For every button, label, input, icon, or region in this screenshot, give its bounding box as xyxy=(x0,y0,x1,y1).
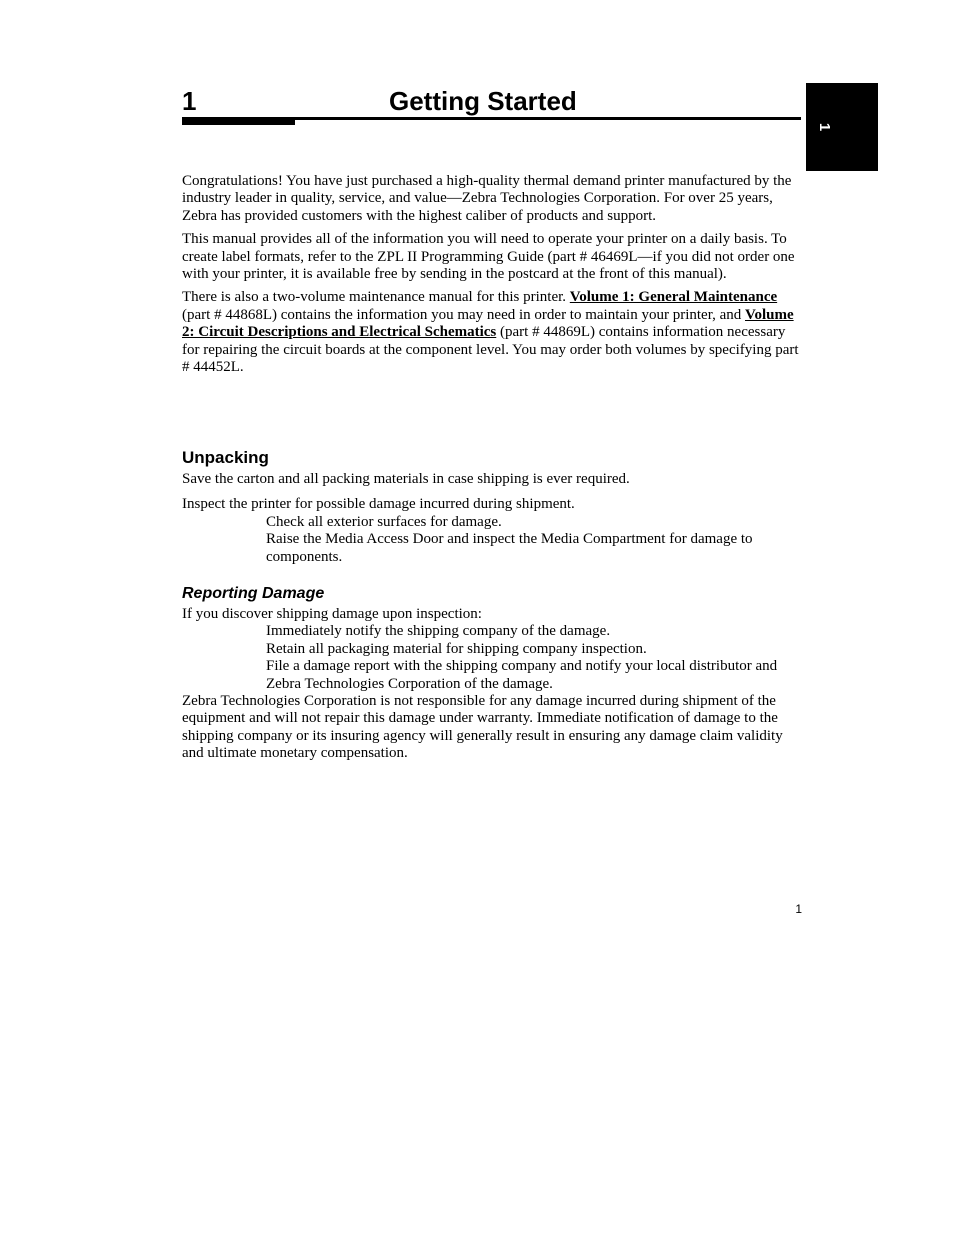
reporting-damage-heading: Reporting Damage xyxy=(182,585,325,602)
volume-2-link[interactable]: Volume 2: Circuit Descriptions and Electrical Schematics xyxy=(182,306,794,341)
intro-paragraph-3 xyxy=(182,289,802,376)
chapter-title: Getting Started xyxy=(389,86,577,116)
chapter-tab-label: 1 xyxy=(816,122,833,132)
reporting-item: File a damage report with the shipping company and notify your local distributor and Zebra Technologies Corporation of the damage. xyxy=(266,658,778,692)
intro-paragraph-3-text-a: There is also a two-volume maintenance manual for this printer. xyxy=(182,289,570,306)
intro-paragraph-1: Congratulations! You have just purchased a high-quality thermal demand printer manufactured by the industry leader in quality, service, and value—Zebra Technologies Corporation. For over 25 years, Zebra has provided customers with the highest caliber of products and support. xyxy=(182,173,792,224)
reporting-item: Immediately notify the shipping company of the damage. xyxy=(266,623,611,640)
heading-rule-accent xyxy=(182,117,295,125)
intro-paragraph-2: This manual provides all of the information you will need to operate your printer on a daily basis. To create label formats, refer to the ZPL II Programming Guide (part # 46469L—if you did not order one with your printer, it is available free by sending in the postcard at the front of this manual). xyxy=(182,231,795,283)
reporting-damage-section xyxy=(182,606,802,763)
unpacking-paragraph-2: Inspect the printer for possible damage incurred during shipment. xyxy=(182,496,575,513)
unpacking-item: Raise the Media Access Door and inspect the Media Compartment for damage to components. xyxy=(266,531,753,565)
volume-1-link[interactable]: Volume 1: General Maintenance xyxy=(569,289,778,306)
reporting-item: Retain all packaging material for shipping company inspection. xyxy=(266,640,647,657)
chapter-number: 1 xyxy=(182,86,197,116)
intro-paragraph-3-text-b: (part # 44868L) contains the information you may need in order to maintain your printer, and xyxy=(182,306,745,323)
unpacking-item: Check all exterior surfaces for damage. xyxy=(266,513,502,530)
reporting-paragraph-2: Zebra Technologies Corporation is not responsible for any damage incurred during shipment of the equipment and will not repair this damage under warranty. Immediate notification of damage to the shipping company or its insuring agency will generally result in ensuring any damage claim validity and ultimate monetary compensation. xyxy=(182,693,783,762)
intro-section xyxy=(182,173,802,376)
intro-paragraph-3-text-c: (part # 44869L) contains information necessary for repairing the circuit boards at the component level. You may order both volumes by specifying part # 44452L. xyxy=(182,324,799,376)
page-number: 1 xyxy=(795,902,802,916)
unpacking-heading: Unpacking xyxy=(182,448,269,467)
unpacking-section xyxy=(182,471,802,566)
unpacking-paragraph-1: Save the carton and all packing materials in case shipping is ever required. xyxy=(182,471,630,487)
reporting-paragraph-1: If you discover shipping damage upon inspection: xyxy=(182,606,482,622)
